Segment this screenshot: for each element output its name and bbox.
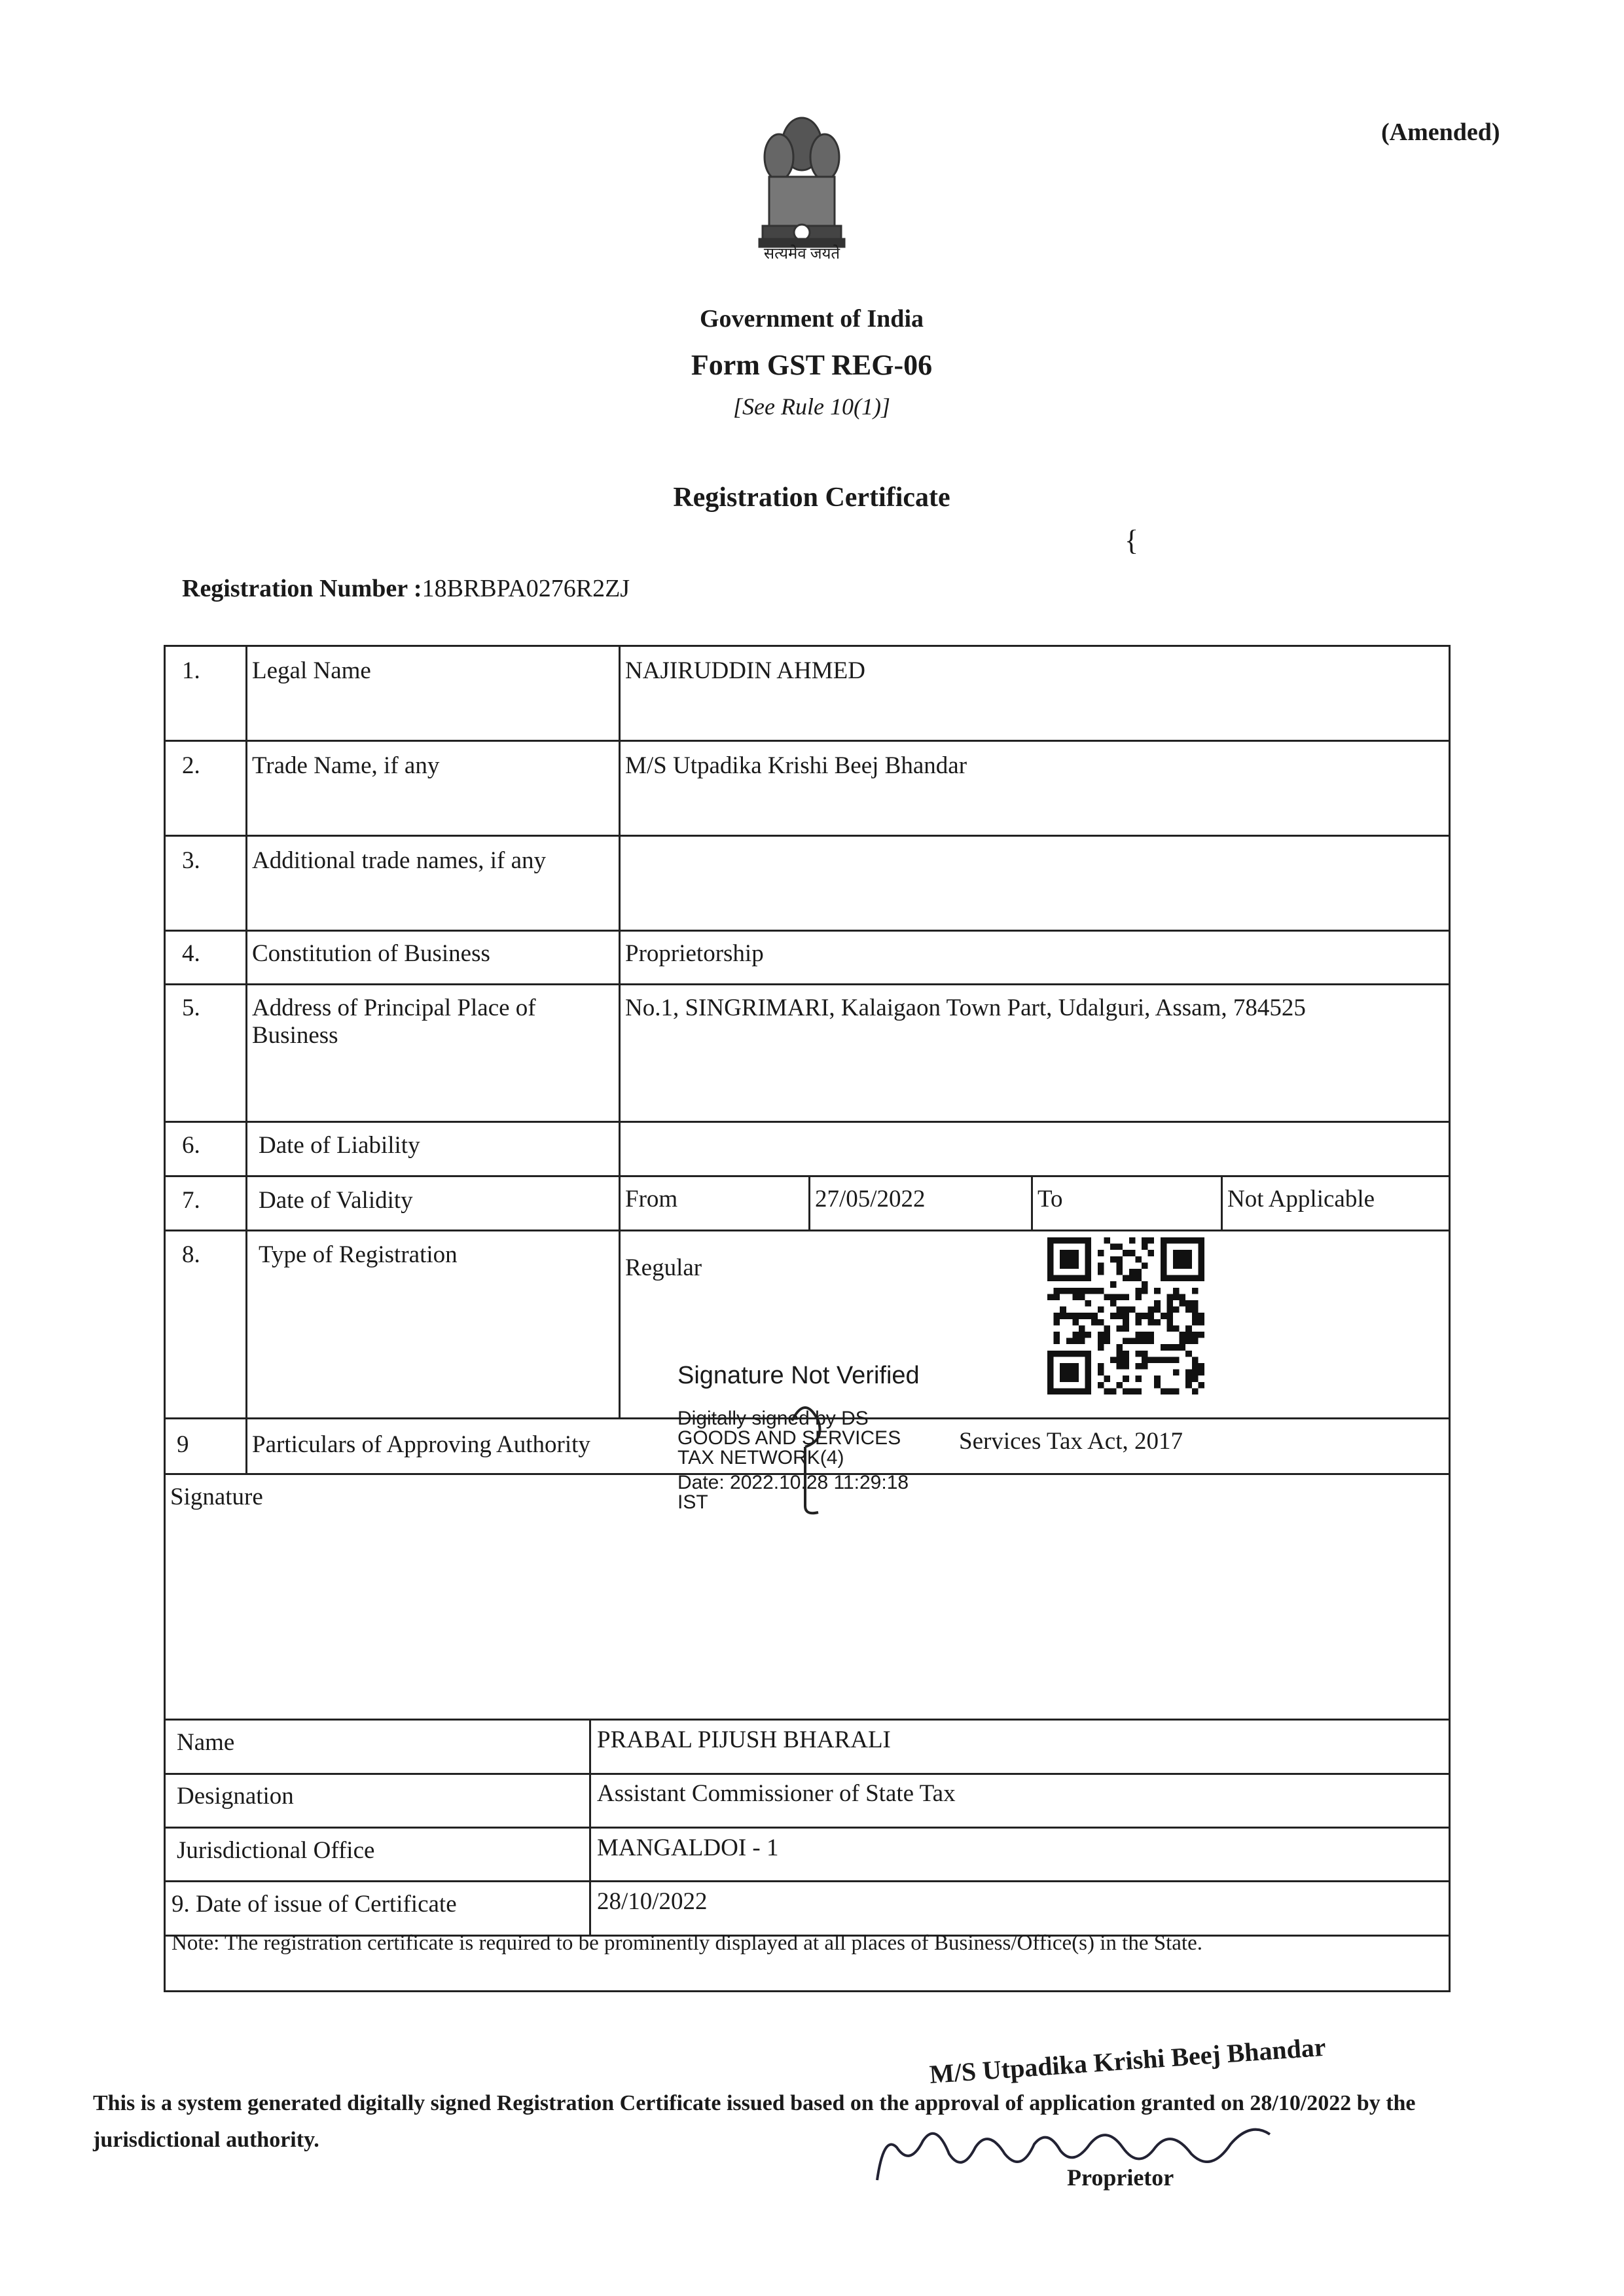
registration-number (182, 574, 630, 603)
row-1-number: 1. (182, 657, 200, 684)
row-9-number: 9 (177, 1431, 189, 1458)
row-7-label: Date of Validity (259, 1187, 413, 1214)
proprietor-stamp-role: Proprietor (1067, 2164, 1174, 2191)
date-of-issue-label: 9. Date of issue of Certificate (171, 1891, 457, 1918)
officer-name-label: Name (177, 1729, 235, 1756)
date-of-issue-value: 28/10/2022 (597, 1888, 708, 1915)
constitution-value: Proprietorship (625, 940, 764, 967)
signature-detail-line-1: Digitally signed by DS (677, 1408, 869, 1429)
validity-to-value: Not Applicable (1227, 1186, 1375, 1212)
amended-label: (Amended) (1381, 118, 1500, 146)
legal-name-value: NAJIRUDDIN AHMED (625, 657, 865, 684)
validity-to-label: To (1038, 1186, 1063, 1212)
proprietor-stamp-name: M/S Utpadika Krishi Beej Bhandar (928, 2032, 1327, 2089)
certificate-title: Registration Certificate (673, 483, 950, 513)
address-value: No.1, SINGRIMARI, Kalaigaon Town Part, Udalguri, Assam, 784525 (625, 994, 1306, 1021)
trade-name-value: M/S Utpadika Krishi Beej Bhandar (625, 752, 967, 779)
signature-detail-line-2: GOODS AND SERVICES (677, 1427, 901, 1449)
row-6-number: 6. (182, 1132, 200, 1159)
row-7-number: 7. (182, 1187, 200, 1214)
registration-number-label: Registration Number : (182, 575, 422, 602)
qr-code-icon (1047, 1237, 1204, 1394)
system-generated-statement: This is a system generated digitally signed Registration Certificate issued based on the approval of application granted on 28/10/2022 by the jurisdictional authority. (93, 2091, 1416, 2152)
approving-authority-value: Services Tax Act, 2017 (959, 1428, 1183, 1455)
row-6-label: Date of Liability (259, 1132, 420, 1159)
row-4-number: 4. (182, 940, 200, 967)
stray-mark: { (1125, 524, 1139, 556)
officer-name-value: PRABAL PIJUSH BHARALI (597, 1726, 891, 1753)
government-heading: Government of India (700, 305, 924, 333)
validity-from-value: 27/05/2022 (815, 1186, 926, 1212)
row-5-label: Address of Principal Place of (252, 994, 536, 1021)
emblem-motto: सत्यमेव जयते (763, 246, 840, 263)
designation-value: Assistant Commissioner of State Tax (597, 1780, 956, 1807)
registration-number-value: 18BRBPA0276R2ZJ (422, 575, 630, 602)
row-5-number: 5. (182, 994, 200, 1021)
row-2-label: Trade Name, if any (252, 752, 440, 779)
rule-reference: [See Rule 10(1)] (733, 393, 890, 420)
signature-status: Signature Not Verified (677, 1362, 920, 1389)
signature-detail-line-3: TAX NETWORK(4) (677, 1447, 844, 1468)
row-8-number: 8. (182, 1241, 200, 1268)
display-note: Note: The registration certificate is required to be prominently displayed at all places of Business/Office(s) in the State. (171, 1931, 1202, 1955)
validity-from-label: From (625, 1186, 678, 1212)
jurisdictional-office-value: MANGALDOI - 1 (597, 1834, 779, 1861)
row-8-label: Type of Registration (259, 1241, 458, 1268)
form-heading: Form GST REG-06 (691, 349, 933, 381)
row-5-label-line2: Business (252, 1022, 338, 1049)
row-3-label: Additional trade names, if any (252, 847, 547, 874)
signature-timezone: IST (677, 1491, 708, 1513)
jurisdictional-office-label: Jurisdictional Office (177, 1837, 375, 1864)
row-3-number: 3. (182, 847, 200, 874)
signature-date: Date: 2022.10.28 11:29:18 (677, 1472, 909, 1493)
signature-label: Signature (170, 1484, 263, 1510)
registration-type-value: Regular (625, 1254, 702, 1281)
row-1-label: Legal Name (252, 657, 371, 684)
designation-label: Designation (177, 1783, 294, 1810)
row-2-number: 2. (182, 752, 200, 779)
row-9-label: Particulars of Approving Authority (252, 1431, 590, 1458)
row-4-label: Constitution of Business (252, 940, 490, 967)
